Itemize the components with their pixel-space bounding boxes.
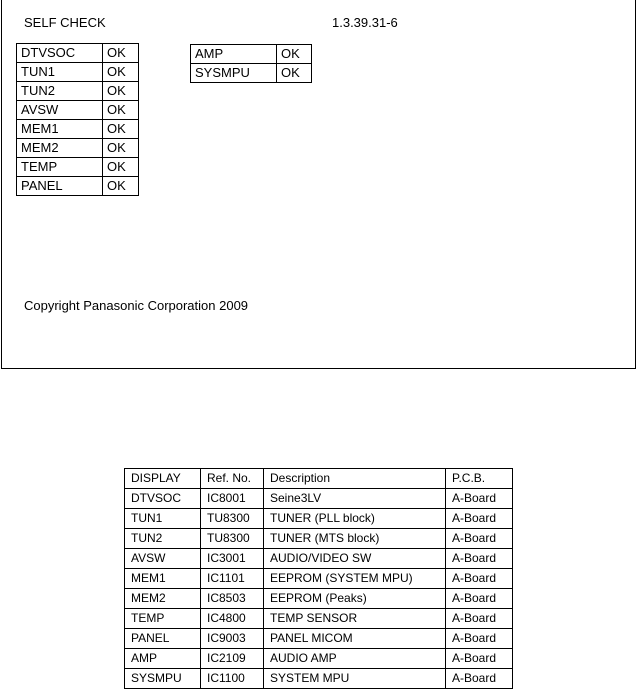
cell-pcb: A-Board	[446, 489, 513, 509]
status-item-value: OK	[277, 64, 312, 83]
header-display: DISPLAY	[125, 469, 201, 489]
cell-description: AUDIO AMP	[264, 649, 446, 669]
status-item-name: MEM1	[17, 120, 103, 139]
status-item-value: OK	[103, 177, 139, 196]
cell-display: TUN1	[125, 509, 201, 529]
table-row	[125, 649, 513, 669]
status-item-name: TEMP	[17, 158, 103, 177]
table-row	[125, 549, 513, 569]
cell-ref-no: IC9003	[201, 629, 264, 649]
status-item-name: TUN2	[17, 82, 103, 101]
cell-display: TUN2	[125, 529, 201, 549]
status-item-name: SYSMPU	[191, 64, 277, 83]
table-row	[125, 589, 513, 609]
cell-pcb: A-Board	[446, 549, 513, 569]
cell-display: DTVSOC	[125, 489, 201, 509]
status-item-value: OK	[103, 101, 139, 120]
cell-ref-no: TU8300	[201, 509, 264, 529]
status-item-value: OK	[103, 120, 139, 139]
cell-display: SYSMPU	[125, 669, 201, 689]
status-item-value: OK	[277, 45, 312, 64]
status-row	[17, 63, 139, 82]
screen-title: SELF CHECK	[24, 15, 106, 30]
table-row	[125, 609, 513, 629]
status-row	[17, 101, 139, 120]
cell-description: TUNER (PLL block)	[264, 509, 446, 529]
cell-display: PANEL	[125, 629, 201, 649]
cell-ref-no: IC8503	[201, 589, 264, 609]
status-item-name: AVSW	[17, 101, 103, 120]
cell-ref-no: IC1100	[201, 669, 264, 689]
cell-description: PANEL MICOM	[264, 629, 446, 649]
cell-ref-no: IC2109	[201, 649, 264, 669]
cell-description: EEPROM (Peaks)	[264, 589, 446, 609]
cell-display: MEM2	[125, 589, 201, 609]
status-row	[17, 44, 139, 63]
status-item-value: OK	[103, 139, 139, 158]
table-row	[125, 489, 513, 509]
status-item-value: OK	[103, 158, 139, 177]
table-row	[125, 669, 513, 689]
cell-ref-no: IC3001	[201, 549, 264, 569]
cell-display: TEMP	[125, 609, 201, 629]
status-row	[191, 45, 312, 64]
cell-display: AVSW	[125, 549, 201, 569]
cell-pcb: A-Board	[446, 589, 513, 609]
cell-ref-no: IC4800	[201, 609, 264, 629]
status-table-right	[190, 44, 312, 83]
status-item-value: OK	[103, 82, 139, 101]
status-item-name: AMP	[191, 45, 277, 64]
cell-display: MEM1	[125, 569, 201, 589]
status-row	[191, 64, 312, 83]
cell-pcb: A-Board	[446, 629, 513, 649]
table-row	[125, 569, 513, 589]
status-row	[17, 139, 139, 158]
reference-header-row	[125, 469, 513, 489]
cell-pcb: A-Board	[446, 649, 513, 669]
status-item-name: DTVSOC	[17, 44, 103, 63]
status-item-name: TUN1	[17, 63, 103, 82]
cell-description: TUNER (MTS block)	[264, 529, 446, 549]
cell-pcb: A-Board	[446, 529, 513, 549]
cell-description: SYSTEM MPU	[264, 669, 446, 689]
status-row	[17, 120, 139, 139]
header-ref-no: Ref. No.	[201, 469, 264, 489]
self-check-screen	[1, 0, 636, 369]
table-row	[125, 629, 513, 649]
status-row	[17, 158, 139, 177]
status-item-value: OK	[103, 63, 139, 82]
cell-ref-no: IC8001	[201, 489, 264, 509]
status-item-name: PANEL	[17, 177, 103, 196]
cell-pcb: A-Board	[446, 569, 513, 589]
status-row	[17, 177, 139, 196]
status-table-left	[16, 43, 139, 196]
cell-pcb: A-Board	[446, 609, 513, 629]
cell-pcb: A-Board	[446, 669, 513, 689]
copyright-text: Copyright Panasonic Corporation 2009	[24, 298, 249, 313]
cell-display: AMP	[125, 649, 201, 669]
cell-description: Seine3LV	[264, 489, 446, 509]
header-description: Description	[264, 469, 446, 489]
header-pcb: P.C.B.	[446, 469, 513, 489]
cell-description: EEPROM (SYSTEM MPU)	[264, 569, 446, 589]
cell-ref-no: IC1101	[201, 569, 264, 589]
cell-ref-no: TU8300	[201, 529, 264, 549]
version-number: 1.3.39.31-6	[332, 15, 398, 30]
cell-description: AUDIO/VIDEO SW	[264, 549, 446, 569]
status-item-name: MEM2	[17, 139, 103, 158]
table-row	[125, 509, 513, 529]
table-row	[125, 529, 513, 549]
reference-table	[124, 468, 513, 689]
cell-description: TEMP SENSOR	[264, 609, 446, 629]
status-item-value: OK	[103, 44, 139, 63]
status-row	[17, 82, 139, 101]
cell-pcb: A-Board	[446, 509, 513, 529]
